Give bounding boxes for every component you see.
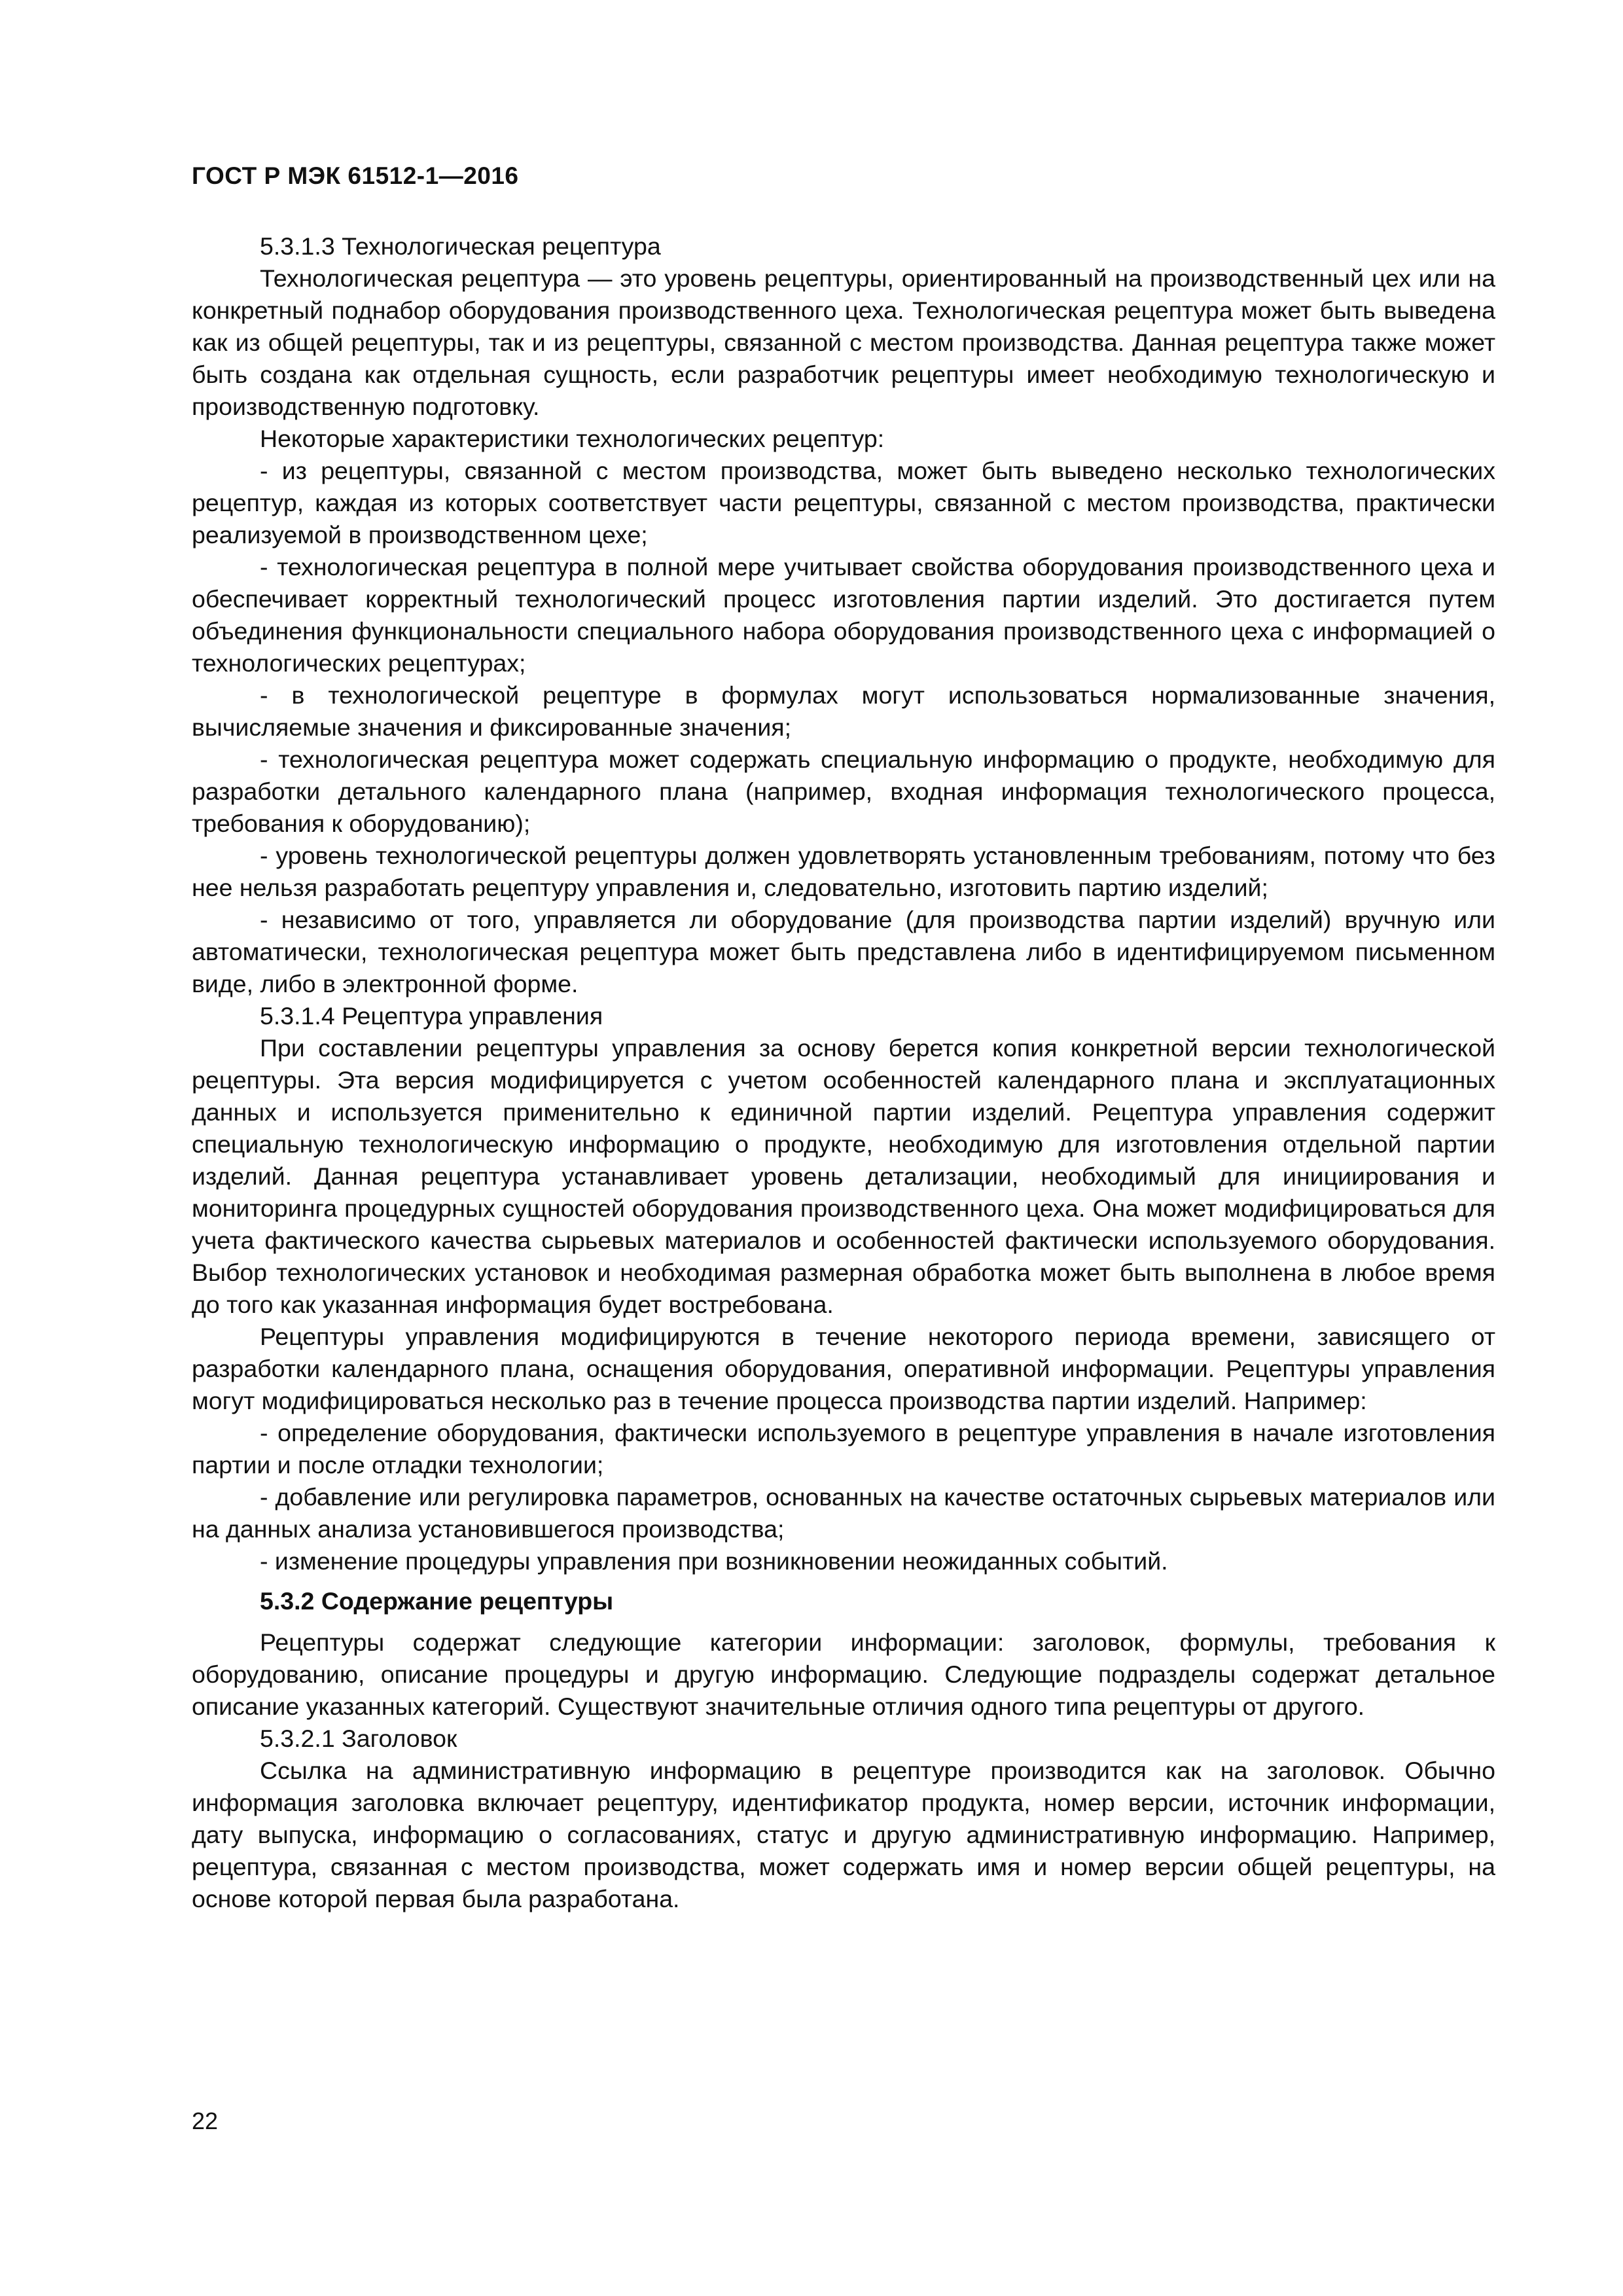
document-body bbox=[192, 230, 1495, 1915]
paragraph: Рецептуры содержат следующие категории информации: заголовок, формулы, требования к оборудованию, описание процедуры и другую информацию. Следующие подразделы содержат детальное описание указанных категорий. Существуют значительные отличия одного типа рецептуры от другого. bbox=[192, 1628, 1495, 1720]
list-item: - определение оборудования, фактически используемого в рецептуре управления в начале изготовления партии и после отладки технологии; bbox=[192, 1419, 1495, 1479]
page-number: 22 bbox=[192, 2108, 219, 2134]
subsection-heading-5-3-2-1: 5.3.2.1 Заголовок bbox=[260, 1725, 457, 1752]
paragraph: Ссылка на административную информацию в рецептуре производится как на заголовок. Обычно информация заголовка включает рецептуру, идентификатор продукта, номер версии, источник информации, дату выпуска, информацию о согласованиях, статус и другую административную информацию. Например, рецептура, связанная с местом производства, может содержать имя и номер версии общей рецептуры, на основе которой первая была разработана. bbox=[192, 1757, 1495, 1912]
list-item: - из рецептуры, связанной с местом производства, может быть выведено несколько технологических рецептур, каждая из которых соответствует части рецептуры, связанной с местом производства, практически реализуемой в производственном цехе; bbox=[192, 457, 1495, 548]
list-item: - независимо от того, управляется ли оборудование (для производства партии изделий) вручную или автоматически, технологическая рецептура может быть представлена либо в идентифицируемом письменном виде, либо в электронной форме. bbox=[192, 906, 1495, 997]
list-item: - изменение процедуры управления при возникновении неожиданных событий. bbox=[260, 1547, 1168, 1575]
paragraph: Рецептуры управления модифицируются в течение некоторого периода времени, зависящего от разработки календарного плана, оснащения оборудования, оперативной информации. Рецептуры управления могут модифицироваться несколько раз в течение процесса производства партии изделий. Например: bbox=[192, 1323, 1495, 1414]
paragraph: При составлении рецептуры управления за основу берется копия конкретной версии технологической рецептуры. Эта версия модифицируется с учетом особенностей календарного плана и эксплуатационных данных и используется применительно к единичной партии изделий. Рецептура управления содержит специальную технологическую информацию о продукте, необходимую для изготовления отдельной партии изделий. Данная рецептура устанавливает уровень детализации, необходимый для инициирования и мониторинга процедурных сущностей оборудования производственного цеха. Она может модифицироваться для учета фактического качества сырьевых материалов и особенностей фактически используемого оборудования. Выбор технологических установок и необходимая размерная обработка может быть выполнена в любое время до того как указанная информация будет востребована. bbox=[192, 1034, 1495, 1318]
subsection-heading-5-3-1-4: 5.3.1.4 Рецептура управления bbox=[260, 1002, 603, 1030]
section-heading-5-3-2: 5.3.2 Содержание рецептуры bbox=[260, 1587, 614, 1615]
paragraph: Технологическая рецептура — это уровень рецептуры, ориентированный на производственный цех или на конкретный поднабор оборудования производственного цеха. Технологическая рецептура может быть выведена как из общей рецептуры, так и из рецептуры, связанной с местом производства. Данная рецептура также может быть создана как отдельная сущность, если разработчик рецептуры имеет необходимую технологическую и производственную подготовку. bbox=[192, 264, 1495, 420]
list-item: - технологическая рецептура может содержать специальную информацию о продукте, необходимую для разработки детального календарного плана (например, входная информация технологического процесса, требования к оборудованию); bbox=[192, 745, 1495, 837]
list-item: - уровень технологической рецептуры должен удовлетворять установленным требованиям, потому что без нее нельзя разработать рецептуру управления и, следовательно, изготовить партию изделий; bbox=[192, 842, 1495, 901]
list-item: - технологическая рецептура в полной мере учитывает свойства оборудования производственного цеха и обеспечивает корректный технологический процесс изготовления партии изделий. Это достигается путем объединения функциональности специального набора оборудования производственного цеха с информацией о технологических рецептурах; bbox=[192, 553, 1495, 677]
subsection-heading-5-3-1-3: 5.3.1.3 Технологическая рецептура bbox=[260, 232, 661, 260]
list-item: - в технологической рецептуре в формулах могут использоваться нормализованные значения, вычисляемые значения и фиксированные значения; bbox=[192, 681, 1495, 741]
paragraph: Некоторые характеристики технологических рецептур: bbox=[260, 425, 885, 452]
document-header: ГОСТ Р МЭК 61512-1—2016 bbox=[192, 162, 519, 189]
list-item: - добавление или регулировка параметров, основанных на качестве остаточных сырьевых материалов или на данных анализа установившегося производства; bbox=[192, 1483, 1495, 1543]
